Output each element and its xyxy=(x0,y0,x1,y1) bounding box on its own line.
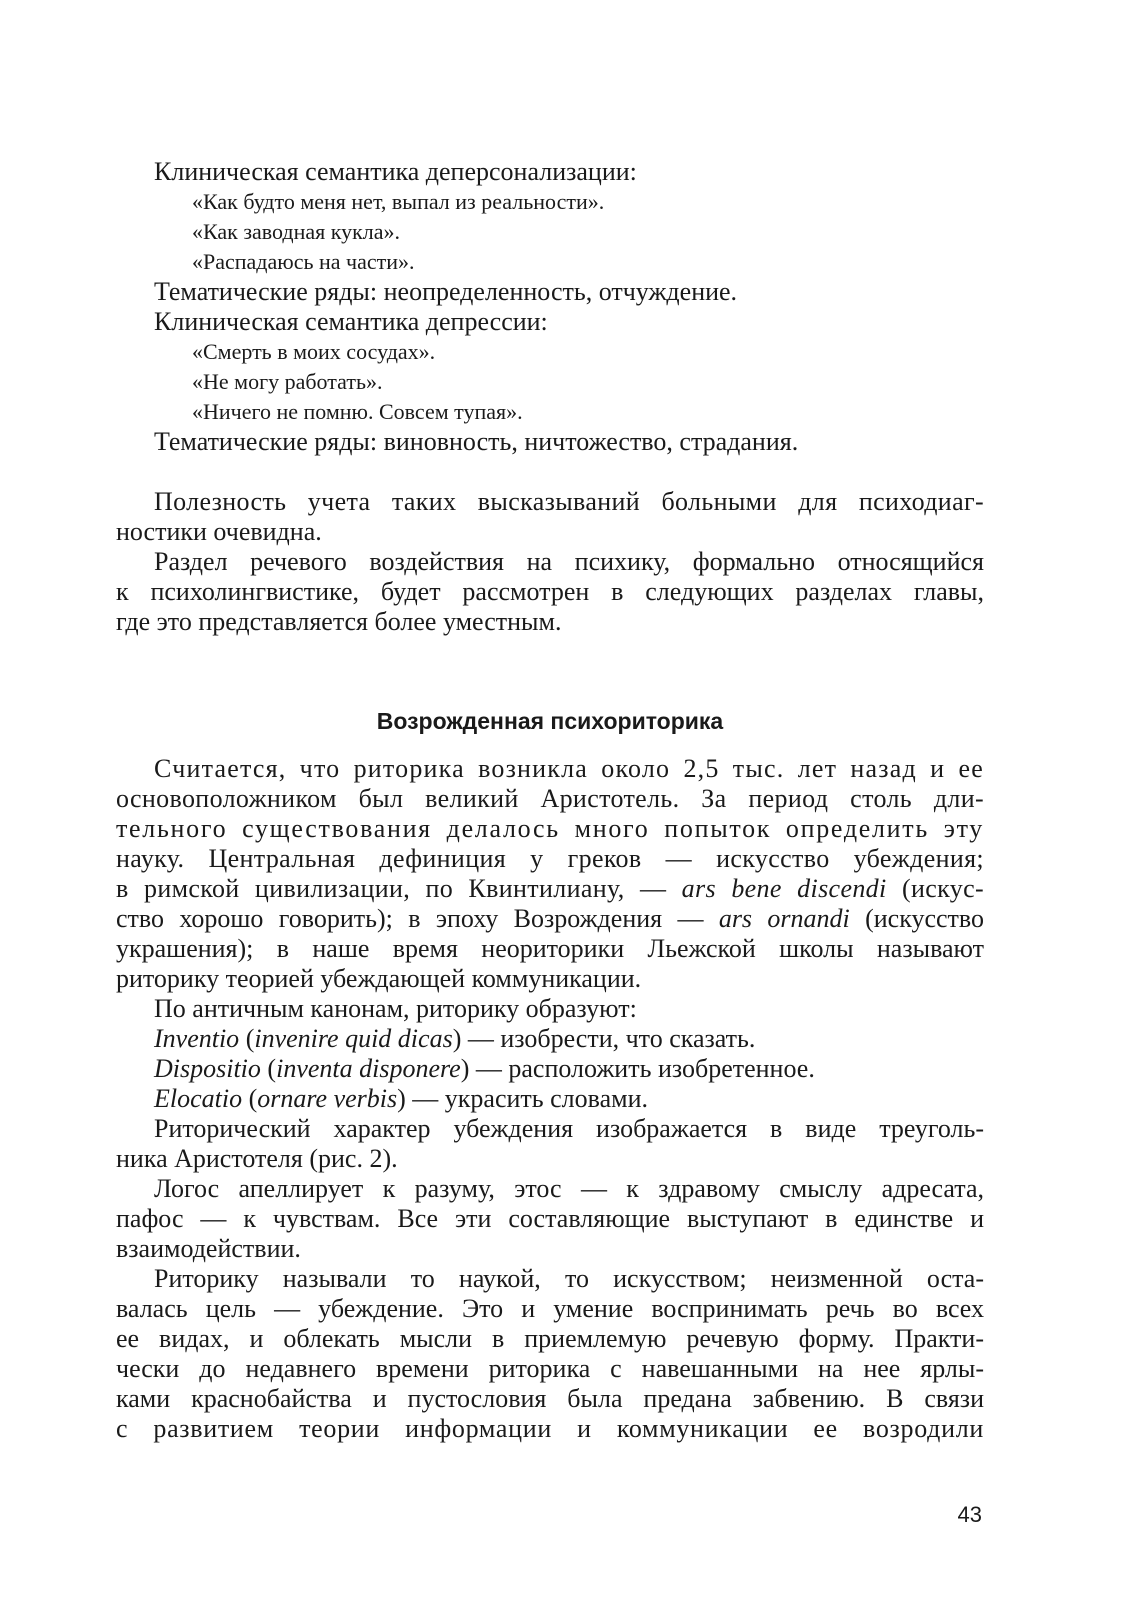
patient-quote: «Распадаюсь на части». xyxy=(192,249,415,274)
text-run: (искус- xyxy=(886,874,984,903)
text-run: (искусство xyxy=(849,904,985,933)
rhetoric-paragraph xyxy=(116,754,984,1444)
canon-meaning: ) — расположить изобретенное. xyxy=(460,1054,815,1083)
paragraph-line: Раздел речевого воздействия на психику, формально относящийся xyxy=(154,547,984,576)
paragraph-line xyxy=(116,904,984,934)
canon-latin: inventa disponere xyxy=(276,1054,461,1083)
paragraph-line: валась цель — убеждение. Это и умение воспринимать речь во всех xyxy=(116,1294,984,1323)
paragraph-line: чески до недавнего времени риторика с навешанными на нее ярлы- xyxy=(116,1354,984,1383)
paragraph-line: основоположником был великий Аристотель. За период столь дли- xyxy=(116,784,984,813)
canon-term: Inventio xyxy=(154,1024,240,1053)
page-number: 43 xyxy=(957,1502,982,1527)
paragraph-line: ее видах, и облекать мысли в приемлемую речевую форму. Практи- xyxy=(116,1324,984,1353)
paragraph-line: Полезность учета таких высказываний больными для психодиаг- xyxy=(154,487,984,516)
paragraph-line: ками краснобайства и пустословия была предана забвению. В связи xyxy=(116,1384,984,1413)
semantics-label: Клиническая семантика деперсонализации: xyxy=(154,157,637,186)
paragraph-line: с развитием теории информации и коммуникации ее возродили xyxy=(116,1414,984,1443)
text-run: ство хорошо говорить); в эпоху Возрождения — xyxy=(116,904,719,933)
patient-quote: «Смерть в моих сосудах». xyxy=(192,339,436,364)
text-run: ( xyxy=(260,1054,277,1083)
paragraph-line: пафос — к чувствам. Все эти составляющие выступают в единстве и xyxy=(116,1204,984,1233)
latin-phrase: ars ornandi xyxy=(718,904,850,933)
paragraph-line: к психолингвистике, будет рассмотрен в следующих разделах главы, xyxy=(116,577,984,606)
canon-latin: invenire quid dicas xyxy=(254,1024,453,1053)
paragraph-line: науку. Центральная дефиниция у греков — искусство убеждения; xyxy=(116,844,984,873)
paragraph-line: Логос апеллирует к разуму, этос — к здравому смыслу адресата, xyxy=(154,1174,984,1203)
text-run: ( xyxy=(242,1084,258,1113)
usefulness-paragraphs xyxy=(116,487,984,637)
canon-latin: ornare verbis xyxy=(257,1084,398,1113)
canon-item xyxy=(116,1054,984,1084)
canon-item xyxy=(116,1084,984,1114)
paragraph-line: взаимодействии. xyxy=(116,1234,301,1263)
paragraph-line: украшения); в наше время неориторики Льежской школы называют xyxy=(116,934,984,963)
patient-quote: «Как заводная кукла». xyxy=(192,219,401,244)
semantics-label: Тематические ряды: виновность, ничтожество, страдания. xyxy=(154,427,799,456)
paragraph-line: тельного существования делалось много попыток определить эту xyxy=(116,814,984,843)
text-run: в римской цивилизации, по Квинтилиану, — xyxy=(116,874,682,903)
canon-meaning: ) — изобрести, что сказать. xyxy=(452,1024,756,1053)
canons-intro: По античным канонам, риторику образуют: xyxy=(154,994,637,1023)
paragraph-line: где это представляется более уместным. xyxy=(116,607,562,636)
patient-quote: «Как будто меня нет, выпал из реальности». xyxy=(192,189,605,214)
canon-term: Dispositio xyxy=(154,1054,261,1083)
text-run: ( xyxy=(239,1024,255,1053)
paragraph-line: ника Аристотеля (рис. 2). xyxy=(116,1144,398,1173)
paragraph-line xyxy=(116,874,984,904)
paragraph-line: риторику теорией убеждающей коммуникации. xyxy=(116,964,642,993)
semantics-block xyxy=(116,157,984,457)
canon-item xyxy=(116,1024,984,1054)
paragraph-line: ностики очевидна. xyxy=(116,517,322,546)
paragraph-line: Риторический характер убеждения изображается в виде треуголь- xyxy=(154,1114,984,1143)
patient-quote: «Не могу работать». xyxy=(192,369,383,394)
latin-phrase: ars bene discendi xyxy=(681,874,887,903)
paragraph-line: Считается, что риторика возникла около 2,5 тыс. лет назад и ее xyxy=(154,754,984,783)
section-heading: Возрожденная психориторика xyxy=(376,708,724,734)
semantics-label: Тематические ряды: неопределенность, отчуждение. xyxy=(154,277,738,306)
canon-term: Elocatio xyxy=(154,1084,243,1113)
patient-quote: «Ничего не помню. Совсем тупая». xyxy=(192,399,523,424)
semantics-label: Клиническая семантика депрессии: xyxy=(154,307,548,336)
canon-meaning: ) — украсить словами. xyxy=(397,1084,648,1113)
paragraph-line: Риторику называли то наукой, то искусством; неизменной оста- xyxy=(154,1264,984,1293)
